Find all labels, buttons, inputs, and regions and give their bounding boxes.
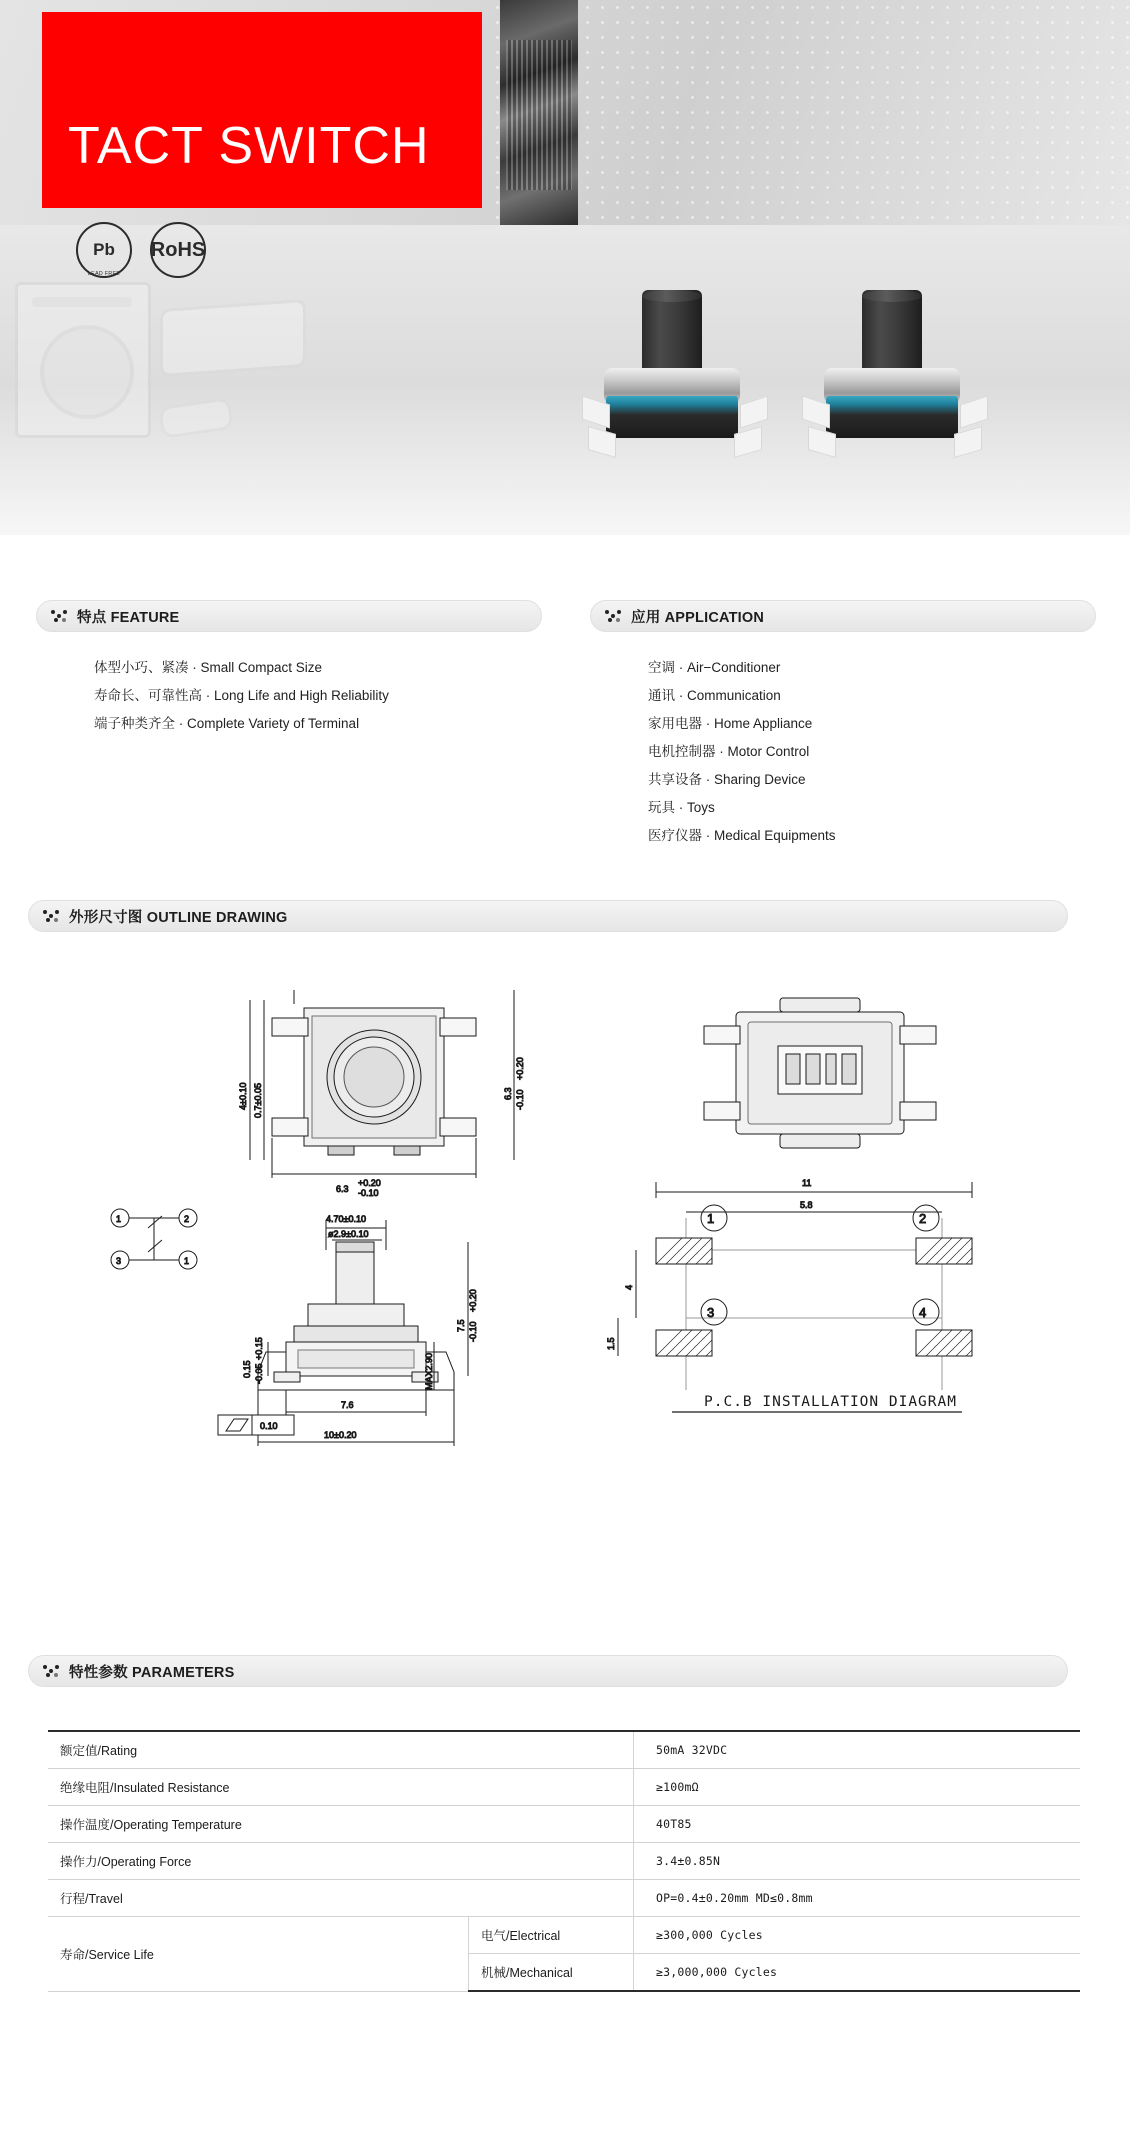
rohs-badge-label: RoHS bbox=[150, 238, 206, 261]
list-item: 共享设备 · Sharing Device bbox=[648, 772, 806, 787]
application-heading bbox=[590, 600, 1096, 632]
param-value: ≥3,000,000 Cycles bbox=[634, 1954, 1081, 1992]
feature-list bbox=[36, 654, 542, 738]
list-item: 端子种类齐全 · Complete Variety of Terminal bbox=[94, 716, 360, 731]
table-row bbox=[48, 1917, 1080, 1954]
list-item: 医疗仪器 · Medical Equipments bbox=[648, 828, 836, 843]
application-heading-label: 应用 APPLICATION bbox=[631, 609, 765, 626]
dim-top-right-tol-dn: -0.10 bbox=[515, 1089, 525, 1110]
dim-top-bottom-tol-up: +0.20 bbox=[358, 1178, 381, 1188]
parameters-heading bbox=[28, 1655, 1068, 1687]
table-row bbox=[48, 1880, 1080, 1917]
param-value: 50mA 32VDC bbox=[634, 1731, 1081, 1769]
outline-drawing-heading bbox=[28, 900, 1068, 932]
dim-front-left: 0.15 bbox=[242, 1360, 252, 1378]
svg-text:1: 1 bbox=[116, 1214, 122, 1224]
pcb-pad bbox=[656, 1330, 712, 1356]
svg-text:3: 3 bbox=[116, 1256, 122, 1266]
table-row bbox=[48, 1731, 1080, 1769]
bullet-dots-icon bbox=[43, 1664, 61, 1678]
param-value: OP=0.4±0.20mm MD≤0.8mm bbox=[634, 1880, 1081, 1917]
table-row bbox=[48, 1769, 1080, 1806]
application-column bbox=[590, 600, 1096, 866]
product-terminal bbox=[960, 395, 988, 428]
param-key: 操作力/Operating Force bbox=[48, 1843, 634, 1880]
dim-pcb-h1: 4 bbox=[624, 1284, 634, 1290]
remote-control-icon bbox=[158, 397, 234, 439]
bullet-dots-icon bbox=[51, 609, 69, 623]
svg-text:1: 1 bbox=[707, 1211, 715, 1226]
svg-text:1: 1 bbox=[184, 1256, 190, 1266]
hero-banner bbox=[0, 0, 1130, 535]
param-subkey: 机械/Mechanical bbox=[469, 1954, 634, 1992]
list-item: 电机控制器 · Motor Control bbox=[648, 744, 810, 759]
dim-top-bottom-tol-dn: -0.10 bbox=[358, 1188, 379, 1198]
washing-machine-icon bbox=[15, 282, 151, 438]
pb-free-badge-label: Pb bbox=[93, 240, 115, 259]
outline-drawing-heading-label: 外形尺寸图 OUTLINE DRAWING bbox=[69, 909, 288, 926]
param-key: 寿命/Service Life bbox=[48, 1917, 469, 1992]
dim-front-left-tol-dn: -0.05 bbox=[254, 1363, 264, 1384]
rear-view bbox=[704, 998, 936, 1148]
product-photo-2 bbox=[790, 280, 1000, 470]
feature-heading-label: 特点 FEATURE bbox=[77, 609, 180, 626]
dim-top-left-1: 4±0.10 bbox=[238, 1082, 248, 1110]
list-item: 通讯 · Communication bbox=[648, 688, 781, 703]
air-conditioner-icon bbox=[160, 299, 306, 377]
feature-application-section bbox=[36, 600, 1096, 866]
dim-flatness: 0.10 bbox=[260, 1421, 278, 1431]
product-base bbox=[826, 396, 958, 438]
feature-heading bbox=[36, 600, 542, 632]
product-base bbox=[606, 396, 738, 438]
list-item: 家用电器 · Home Appliance bbox=[648, 716, 813, 731]
bullet-dots-icon bbox=[605, 609, 623, 623]
list-item: 体型小巧、紧凑 · Small Compact Size bbox=[94, 660, 323, 675]
appliance-illustration bbox=[10, 262, 310, 472]
dim-front-right-1: 7.5 bbox=[456, 1319, 466, 1332]
product-actuator bbox=[642, 290, 702, 376]
product-terminal bbox=[954, 426, 982, 458]
param-value: ≥100mΩ bbox=[634, 1769, 1081, 1806]
dim-front-bottom-1: 7.6 bbox=[341, 1400, 354, 1410]
product-terminal bbox=[740, 395, 768, 428]
pcb-installation-diagram bbox=[606, 1178, 972, 1412]
dim-front-right-1-tol-dn: -0.10 bbox=[468, 1321, 478, 1342]
outline-drawing-figure bbox=[36, 960, 1096, 1600]
dim-front-right-1-tol-up: +0.20 bbox=[468, 1289, 478, 1312]
param-value: ≥300,000 Cycles bbox=[634, 1917, 1081, 1954]
page-title: TACT SWITCH bbox=[68, 117, 430, 175]
product-photo-1 bbox=[570, 280, 780, 470]
param-value: 40T85 bbox=[634, 1806, 1081, 1843]
svg-text:2: 2 bbox=[184, 1214, 190, 1224]
svg-text:3: 3 bbox=[707, 1305, 715, 1320]
table-row bbox=[48, 1843, 1080, 1880]
list-item: 寿命长、可靠性高 · Long Life and High Reliability bbox=[94, 688, 389, 703]
pcb-pad bbox=[916, 1330, 972, 1356]
param-value: 3.4±0.85N bbox=[634, 1843, 1081, 1880]
param-subkey: 电气/Electrical bbox=[469, 1917, 634, 1954]
dim-pcb-h2: 1.5 bbox=[606, 1337, 616, 1350]
hero-pcb-photo bbox=[500, 0, 578, 225]
bullet-dots-icon bbox=[43, 909, 61, 923]
dim-top-right-tol-up: +0.20 bbox=[515, 1057, 525, 1080]
application-list bbox=[590, 654, 1096, 850]
svg-text:2: 2 bbox=[919, 1211, 927, 1226]
param-key: 行程/Travel bbox=[48, 1880, 634, 1917]
product-actuator bbox=[862, 290, 922, 376]
parameters-table bbox=[48, 1730, 1080, 1992]
hero-red-band bbox=[42, 12, 482, 208]
parameters-section bbox=[28, 1655, 1068, 1687]
product-terminal bbox=[734, 426, 762, 458]
feature-column bbox=[36, 600, 542, 866]
hero-dot-pattern bbox=[490, 0, 1130, 225]
dim-top-bottom: 6.3 bbox=[336, 1184, 349, 1194]
dim-pcb-w1: 11 bbox=[802, 1178, 812, 1188]
param-key: 绝缘电阻/Insulated Resistance bbox=[48, 1769, 634, 1806]
pb-free-badge-sublabel: LEAD FREE bbox=[87, 271, 121, 277]
outline-drawing-section bbox=[28, 900, 1068, 932]
pcb-diagram-caption: P.C.B INSTALLATION DIAGRAM bbox=[704, 1394, 957, 1410]
list-item: 空调 · Air−Conditioner bbox=[648, 660, 781, 675]
dim-top-left-2: 0.7±0.05 bbox=[253, 1083, 263, 1118]
dim-front-left-tol-up: +0.15 bbox=[254, 1337, 264, 1360]
dim-pcb-w2: 5.8 bbox=[800, 1200, 813, 1210]
pcb-pad bbox=[656, 1238, 712, 1264]
parameters-heading-label: 特性参数 PARAMETERS bbox=[69, 1664, 235, 1681]
param-key: 操作温度/Operating Temperature bbox=[48, 1806, 634, 1843]
param-key: 额定值/Rating bbox=[48, 1731, 634, 1769]
circuit-diagram bbox=[111, 1209, 197, 1269]
dim-front-bottom-2: 10±0.20 bbox=[324, 1430, 357, 1440]
dim-front-right-2: MAX2.90 bbox=[424, 1352, 434, 1390]
svg-text:4: 4 bbox=[919, 1305, 927, 1320]
dim-front-top-2: ø2.9±0.10 bbox=[328, 1229, 369, 1239]
pcb-pad bbox=[916, 1238, 972, 1264]
dim-top-right: 6.3 bbox=[503, 1087, 513, 1100]
dim-front-top-1: 4.70±0.10 bbox=[326, 1214, 366, 1224]
table-row bbox=[48, 1806, 1080, 1843]
list-item: 玩具 · Toys bbox=[648, 800, 715, 815]
